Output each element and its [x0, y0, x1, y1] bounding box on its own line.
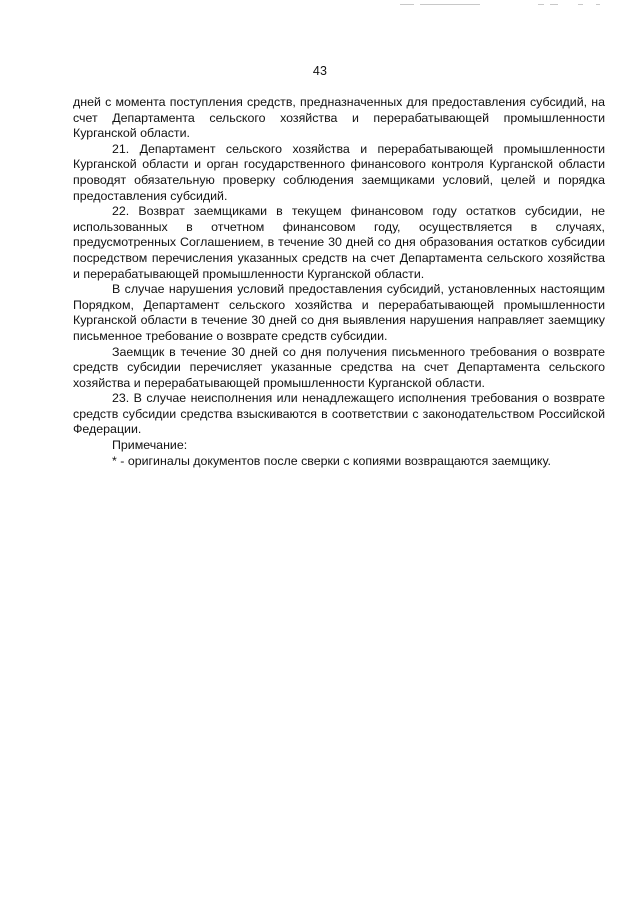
- paragraph-item-23: 23. В случае неисполнения или ненадлежащего исполнения требования о возврате средств субсидии средства взыскиваются в соответствии с законодательством Российской Федерации.: [73, 391, 605, 437]
- note-text: * - оригиналы документов после сверки с копиями возвращаются заемщику.: [112, 453, 551, 468]
- paragraph-item-22: 22. Возврат заемщиками в текущем финансовом году остатков субсидии, не использованных в отчетном финансовом году, осуществляется в случаях, предусмотренных Соглашением, в течение 30 дней со дня образования остатков субсидии посредством перечисления указанных средств на счет Департамента сельского хозяйства и перерабатывающей промышленности Курганской области.: [73, 204, 605, 281]
- paragraph-violation-case: В случае нарушения условий предоставления субсидий, установленных настоящим Порядком, Департамент сельского хозяйства и перерабатывающей промышленности Курганской области в течение 30 дней со дня выявления нарушения направляет заемщику письменное требование о возврате средств субсидии.: [73, 282, 605, 343]
- paragraph-borrower-return: Заемщик в течение 30 дней со дня получения письменного требования о возврате средств субсидии перечисляет указанные средства на счет Департамента сельского хозяйства и перерабатывающей промышленности Курганской области.: [73, 344, 605, 390]
- document-body: [73, 95, 605, 469]
- page-number: 43: [312, 64, 328, 78]
- note-heading: Примечание:: [112, 438, 188, 453]
- paragraph-continuation: дней с момента поступления средств, предназначенных для предоставления субсидий, на счет Департамента сельского хозяйства и перерабатывающей промышленности Курганской области.: [73, 95, 605, 141]
- scan-artifact-marks: [400, 4, 610, 8]
- paragraph-item-21: 21. Департамент сельского хозяйства и перерабатывающей промышленности Курганской области и орган государственного финансового контроля Курганской области проводят обязательную проверку соблюдения заемщиками условий, целей и порядка предоставления субсидий.: [73, 141, 605, 203]
